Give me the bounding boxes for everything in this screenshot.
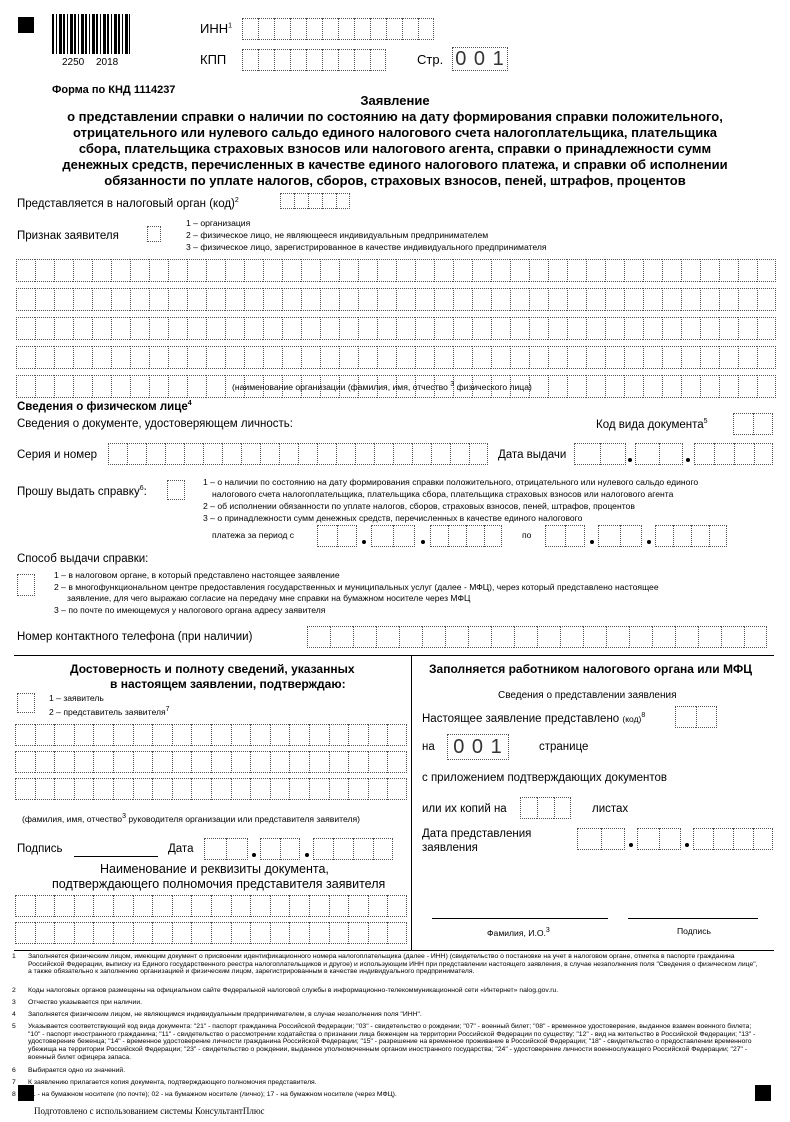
date-separator [421, 540, 425, 544]
period-to-year[interactable] [655, 525, 727, 547]
issue-date-day[interactable] [574, 443, 626, 465]
footnote-number: 4 [12, 1011, 16, 1018]
signature-label: Подпись [17, 843, 63, 855]
page-label: Стр. [417, 52, 444, 67]
section-divider [14, 655, 774, 656]
office-signature-line[interactable] [628, 918, 758, 919]
signature-line[interactable] [74, 856, 158, 857]
presented-code-field[interactable] [675, 706, 717, 728]
period-to-day[interactable] [545, 525, 585, 547]
authority-doc-grid[interactable] [15, 895, 407, 944]
period-to-month[interactable] [598, 525, 642, 547]
date-separator [647, 540, 651, 544]
inn-field[interactable] [242, 18, 434, 40]
footnote-number: 5 [12, 1023, 16, 1030]
request-option-2: 2 – об исполнении обязанности по уплате налогов, сборов, страховых взносов, пеней, штрафов, процентов [203, 501, 635, 511]
footnote-number: 8 [12, 1091, 16, 1098]
barcode-number-left: 2250 [62, 57, 85, 68]
date-separator [629, 843, 633, 847]
title-line-2: отрицательного или нулевого сальдо единого налогового счета налогоплательщика, плательщика [73, 125, 717, 140]
footnote-text: Заполняется физическим лицом, не являющимся индивидуальным предпринимателем, в случае незаполнения поля "ИНН". [28, 1011, 422, 1018]
organization-name-grid[interactable] [16, 259, 776, 398]
footnote-number: 7 [12, 1079, 16, 1086]
issue-date-label: Дата выдачи [498, 449, 567, 461]
barcode [52, 14, 130, 54]
footnote-3 [12, 999, 763, 1007]
phone-label: Номер контактного телефона (при наличии) [17, 631, 253, 643]
date-separator [252, 853, 256, 857]
kpp-field[interactable] [242, 49, 386, 71]
footnote-text: К заявлению прилагается копия документа, подтверждающего полномочия представителя. [28, 1079, 317, 1086]
confirm-date-day[interactable] [204, 838, 248, 860]
inn-label: ИНН$^1$ [200, 21, 233, 36]
on-label: на [422, 741, 435, 753]
issue-date-month[interactable] [635, 443, 683, 465]
form-code: Форма по КНД 1114237 [52, 84, 176, 96]
delivery-option-3: 3 – по почте по имеющемуся у налогового органа адресу заявителя [54, 605, 326, 615]
footer-text: Подготовлено с использованием системы КонсультантПлюс [34, 1106, 265, 1116]
delivery-option-2a: 2 – в многофункциональном центре предоставления государственных и муниципальных услуг (далее - МФЦ), через который представлено настоящее [54, 582, 659, 592]
footnote-number: 2 [12, 987, 16, 994]
footnote-7 [12, 1079, 763, 1087]
confirm-type-field[interactable] [17, 693, 35, 713]
period-to-label: по [522, 530, 532, 540]
request-label: Прошу выдать справку$^6$: [17, 485, 147, 498]
page-number: 0 0 1 [452, 47, 508, 71]
applicant-option-1: 1 – организация [186, 218, 251, 228]
confirm-date-month[interactable] [260, 838, 300, 860]
applicant-option-2: 2 – физическое лицо, не являющееся индивидуальным предпринимателем [186, 230, 489, 240]
authority-doc-heading-1: Наименование и реквизиты документа, [100, 862, 329, 876]
footnote-2 [12, 987, 763, 995]
delivery-method-field[interactable] [17, 574, 35, 596]
title-line-1: о представлении справки о наличии по состоянию на дату формирования справки положительного, [67, 109, 723, 124]
delivery-label: Способ выдачи справки: [17, 553, 149, 565]
presented-label: Настоящее заявление представлено (код)$^8$ [422, 712, 646, 725]
office-heading: Заполняется работником налогового органа или МФЦ [429, 662, 753, 676]
document-type-label: Код вида документа$^5$ [596, 418, 708, 431]
footnote-8 [12, 1091, 763, 1099]
confirm-heading-1: Достоверность и полноту сведений, указанных [70, 662, 355, 676]
pages-count-field[interactable]: 0 0 1 [447, 734, 509, 760]
footnote-number: 3 [12, 999, 16, 1006]
title-heading: Заявление [360, 93, 430, 108]
attach-label: с приложением подтверждающих документов [422, 772, 668, 784]
office-subheading: Сведения о представлении заявления [498, 690, 677, 701]
barcode-number-right: 2018 [96, 57, 119, 68]
footnote-5 [12, 1023, 763, 1061]
series-number-label: Серия и номер [17, 449, 98, 461]
confirm-name-grid[interactable] [15, 724, 407, 800]
sheets-label: листах [592, 803, 629, 815]
fio-label: Фамилия, И.О.$^3$ [487, 927, 550, 938]
request-option-1a: 1 – о наличии по состоянию на дату формирования справки положительного, отрицательного или нулевого сальдо единого [203, 477, 699, 487]
sheets-count-field[interactable] [520, 797, 571, 819]
title-line-3: сбора, плательщика страховых взносов или налогового агента, справки о принадлежности сумм [78, 141, 712, 156]
period-from-day[interactable] [317, 525, 357, 547]
request-option-3: 3 – о принадлежности сумм денежных средств, перечисленных в качестве единого налогового [203, 513, 583, 523]
period-from-month[interactable] [371, 525, 415, 547]
footnote-number: 6 [12, 1067, 16, 1074]
copies-label: или их копий на [422, 803, 507, 815]
date-separator [686, 458, 690, 462]
authority-doc-heading-2: подтверждающего полномочия представителя заявителя [52, 877, 386, 891]
presentation-date-label-1: Дата представления [422, 828, 532, 840]
footnote-text: 01 - на бумажном носителе (по почте); 02 - на бумажном носителе (лично); 17 - на бумажном носителе (через МФЦ). [28, 1091, 397, 1098]
date-separator [628, 458, 632, 462]
applicant-type-field[interactable] [147, 226, 161, 242]
footnote-4 [12, 1011, 763, 1019]
footnote-text: Коды налоговых органов размещены на официальном сайте Федеральной налоговой службы в информационно-телекоммуникационной сети «Интернет» nalog.gov.ru. [28, 987, 559, 994]
document-type-field[interactable] [733, 413, 773, 435]
title-line-4: денежных средств, перечисленных в качестве единого налогового платежа, и справки об исполнении [62, 157, 728, 172]
footnote-number: 1 [12, 953, 16, 960]
tax-office-code-field[interactable] [280, 193, 350, 209]
confirm-heading-2: в настоящем заявлении, подтверждаю: [110, 677, 346, 691]
confirm-date-label: Дата [168, 843, 194, 855]
issue-date-year[interactable] [694, 443, 773, 465]
presentation-date-year[interactable] [693, 828, 773, 850]
period-from-year[interactable] [430, 525, 502, 547]
organization-name-caption: (наименование организации (фамилия, имя, отчество $^3$ физического лица) [232, 381, 532, 392]
date-separator [590, 540, 594, 544]
series-number-field[interactable] [108, 443, 488, 465]
date-separator [362, 540, 366, 544]
person-heading: Сведения о физическом лице$^4$ [17, 400, 192, 413]
corner-marker-top-left [18, 17, 34, 33]
presentation-date-month[interactable] [637, 828, 681, 850]
confirm-option-2: 2 – представитель заявителя$^7$ [49, 706, 170, 717]
presentation-date-label-2: заявления [422, 842, 478, 854]
period-from-label: платежа за период с [212, 530, 295, 540]
footnote-text: Отчество указывается при наличии. [28, 999, 143, 1006]
column-divider [411, 656, 412, 950]
confirm-name-caption: (фамилия, имя, отчество$^3$ руководителя организации или представителя заявителя) [22, 813, 361, 824]
presentation-date-day[interactable] [577, 828, 625, 850]
request-option-1b: налогового счета налогоплательщика, плательщика сбора, плательщика страховых взносов или налогового агента [212, 489, 674, 499]
date-separator [685, 843, 689, 847]
office-signature-label: Подпись [677, 926, 712, 936]
confirm-date-year[interactable] [313, 838, 393, 860]
applicant-label: Признак заявителя [17, 230, 119, 242]
footnote-text: Заполняется физическим лицом, имеющим документ о присвоении идентификационного номера налогоплательщика (далее - ИНН) (свидетельство о постановке на учет в налоговом органе, отметка в паспорте гражданина Российской Федерации, выписку из Единого государственного реестра налогоплательщиков и другое) и использующим ИНН при представлении настоящего заявления, в случае незаполнения поля "Сведения о физическом лице", а также обязательно к заполнению организацией и физическим лицом, зарегистрированным в качестве индивидуального предпринимателя. [28, 953, 758, 976]
fio-line[interactable] [432, 918, 608, 919]
phone-field[interactable] [307, 626, 767, 648]
footnote-6 [12, 1067, 763, 1075]
request-type-field[interactable] [167, 480, 185, 500]
pages-label: странице [539, 741, 589, 753]
confirm-option-1: 1 – заявитель [49, 693, 104, 703]
footnote-1 [12, 953, 763, 976]
date-separator [305, 853, 309, 857]
title-line-5: обязанности по уплате налогов, сборов, страховых взносов, пеней, штрафов, процентов [104, 173, 686, 188]
identity-document-label: Сведения о документе, удостоверяющем личность: [17, 418, 293, 430]
applicant-option-3: 3 – физическое лицо, зарегистрированное в качестве индивидуального предпринимателя [186, 242, 547, 252]
footnote-divider [14, 950, 774, 951]
kpp-label: КПП [200, 52, 227, 67]
tax-office-label: Представляется в налоговый орган (код)$^2$ [17, 197, 239, 210]
delivery-option-1: 1 – в налоговом органе, в который представлено настоящее заявление [54, 570, 340, 580]
delivery-option-2b: заявление, для чего выражаю согласие на передачу мне справки на бумажном носителе через МФЦ [67, 593, 471, 603]
footnote-text: Выбирается одно из значений. [28, 1067, 126, 1074]
footnote-text: Указывается соответствующий код вида документа: "21" - паспорт гражданина Российской Федерации; "03" - свидетельство о рождении; "07" - военный билет; "08" - временное удостоверение, выданное взамен военного билета; "10" - паспорт иностранного гражданина; "11" - свидетельство о рассмотрении ходатайства о признании лица беженцем на территории Российской Федерации по существу; "12" - вид на жительство в Российской Федерации; "13" - удостоверение беженца; "14" - временное удостоверение личности гражданина Российской Федерации; "15" - разрешение на временное проживание в Российской Федерации; "18" - свидетельство о предоставлении временного убежища на территории Российской Федерации; "23" - свидетельство о рождении, выданное уполномоченным органом иностранного государства; "24" - удостоверение личности военнослужащего Российской Федерации; "27" - военный билет офицера запаса. [28, 1023, 756, 1061]
